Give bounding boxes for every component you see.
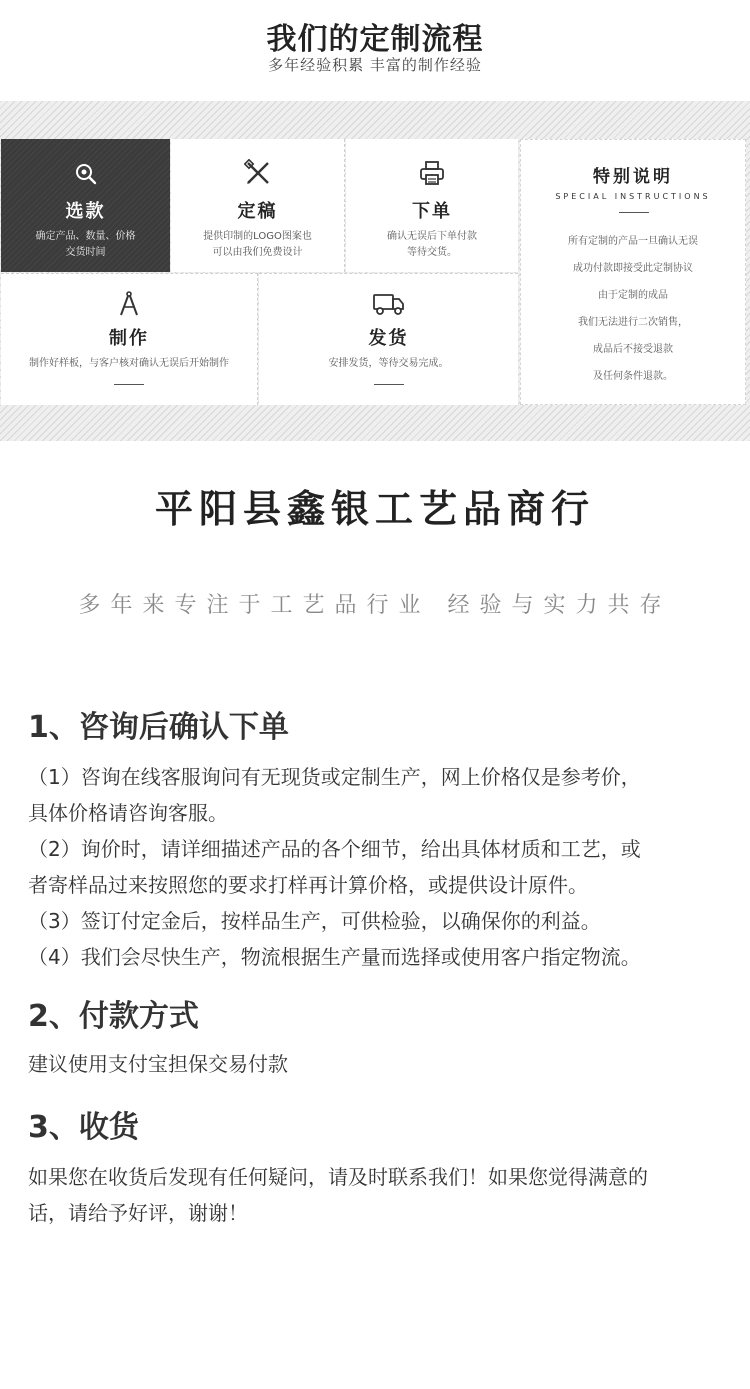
company-slogan: 多年来专注于工艺品行业 经验与实力共存 — [78, 593, 672, 618]
divider — [619, 212, 649, 213]
special-subtitle: SPECIAL INSTRUCTIONS — [555, 192, 711, 201]
truck-icon — [372, 290, 406, 318]
special-line: 由于定制的成品 — [598, 290, 668, 301]
step-desc: 提供印制的LOGO图案也 — [203, 231, 312, 242]
paragraph-line: （4）我们会尽快生产，物流根据生产量而选择或使用客户指定物流。 — [28, 945, 641, 969]
paragraph-line: （1）咨询在线客服询问有无现货或定制生产，网上价格仅是参考价， — [28, 765, 641, 789]
process-title: 我们的定制流程 — [266, 22, 484, 57]
step-title: 选款 — [65, 201, 106, 222]
special-line: 所有定制的产品一旦确认无误 — [568, 236, 698, 247]
section-body-order — [28, 759, 728, 975]
process-header — [0, 0, 750, 100]
step-title: 定稿 — [237, 201, 278, 222]
paragraph-line: 者寄样品过来按照您的要求打样再计算价格，或提供设计原件。 — [28, 873, 588, 897]
paragraph-line: （3）签订付定金后，按样品生产，可供检验，以确保你的利益。 — [28, 909, 601, 933]
section-body-receipt — [28, 1159, 728, 1231]
step-desc: 制作好样板，与客户核对确认无误后开始制作 — [29, 358, 229, 369]
special-title: 特别说明 — [593, 167, 673, 187]
step-desc: 安排发货，等待交易完成。 — [328, 358, 449, 369]
section-title-payment: 2、付款方式 — [28, 999, 199, 1034]
step-order — [346, 139, 518, 272]
search-icon — [73, 161, 99, 187]
special-instructions — [520, 139, 746, 405]
step-produce — [1, 273, 258, 405]
section-title-receipt: 3、收货 — [28, 1110, 139, 1145]
step-desc: 确认无误后下单付款 — [387, 231, 477, 242]
compass-icon — [116, 290, 142, 318]
section-body-payment: 建议使用支付宝担保交易付款 — [28, 1052, 288, 1076]
step-desc: 可以由我们免费设计 — [212, 247, 303, 258]
special-line: 我们无法进行二次销售， — [578, 317, 688, 328]
step-ship — [259, 273, 518, 405]
divider — [374, 384, 404, 385]
process-panel — [0, 101, 750, 441]
paragraph-line: 如果您在收货后发现有任何疑问，请及时联系我们！如果您觉得满意的 — [28, 1165, 648, 1189]
process-subtitle: 多年经验积累 丰富的制作经验 — [268, 56, 482, 74]
section-title-order: 1、咨询后确认下单 — [28, 710, 289, 745]
step-title: 下单 — [412, 201, 452, 222]
divider — [114, 384, 144, 385]
company-name: 平阳县鑫银工艺品商行 — [154, 487, 595, 531]
paragraph-line: 具体价格请咨询客服。 — [28, 801, 228, 825]
step-title: 发货 — [368, 328, 409, 349]
step-select — [1, 139, 170, 272]
step-title: 制作 — [109, 328, 149, 349]
printer-icon — [418, 159, 446, 187]
step-desc: 交货时间 — [65, 247, 106, 258]
step-draft — [171, 139, 345, 272]
ruler-pencil-icon — [244, 159, 272, 187]
paragraph-line: （2）询价时，请详细描述产品的各个细节，给出具体材质和工艺，或 — [28, 837, 641, 861]
special-line: 成功付款即接受此定制协议 — [573, 263, 693, 274]
special-line: 成品后不接受退款 — [593, 344, 673, 355]
step-desc: 确定产品、数量、价格 — [35, 231, 136, 242]
paragraph-line: 话，请给予好评，谢谢！ — [28, 1201, 248, 1225]
special-line: 及任何条件退款。 — [593, 371, 673, 382]
step-desc: 等待交货。 — [407, 247, 457, 258]
